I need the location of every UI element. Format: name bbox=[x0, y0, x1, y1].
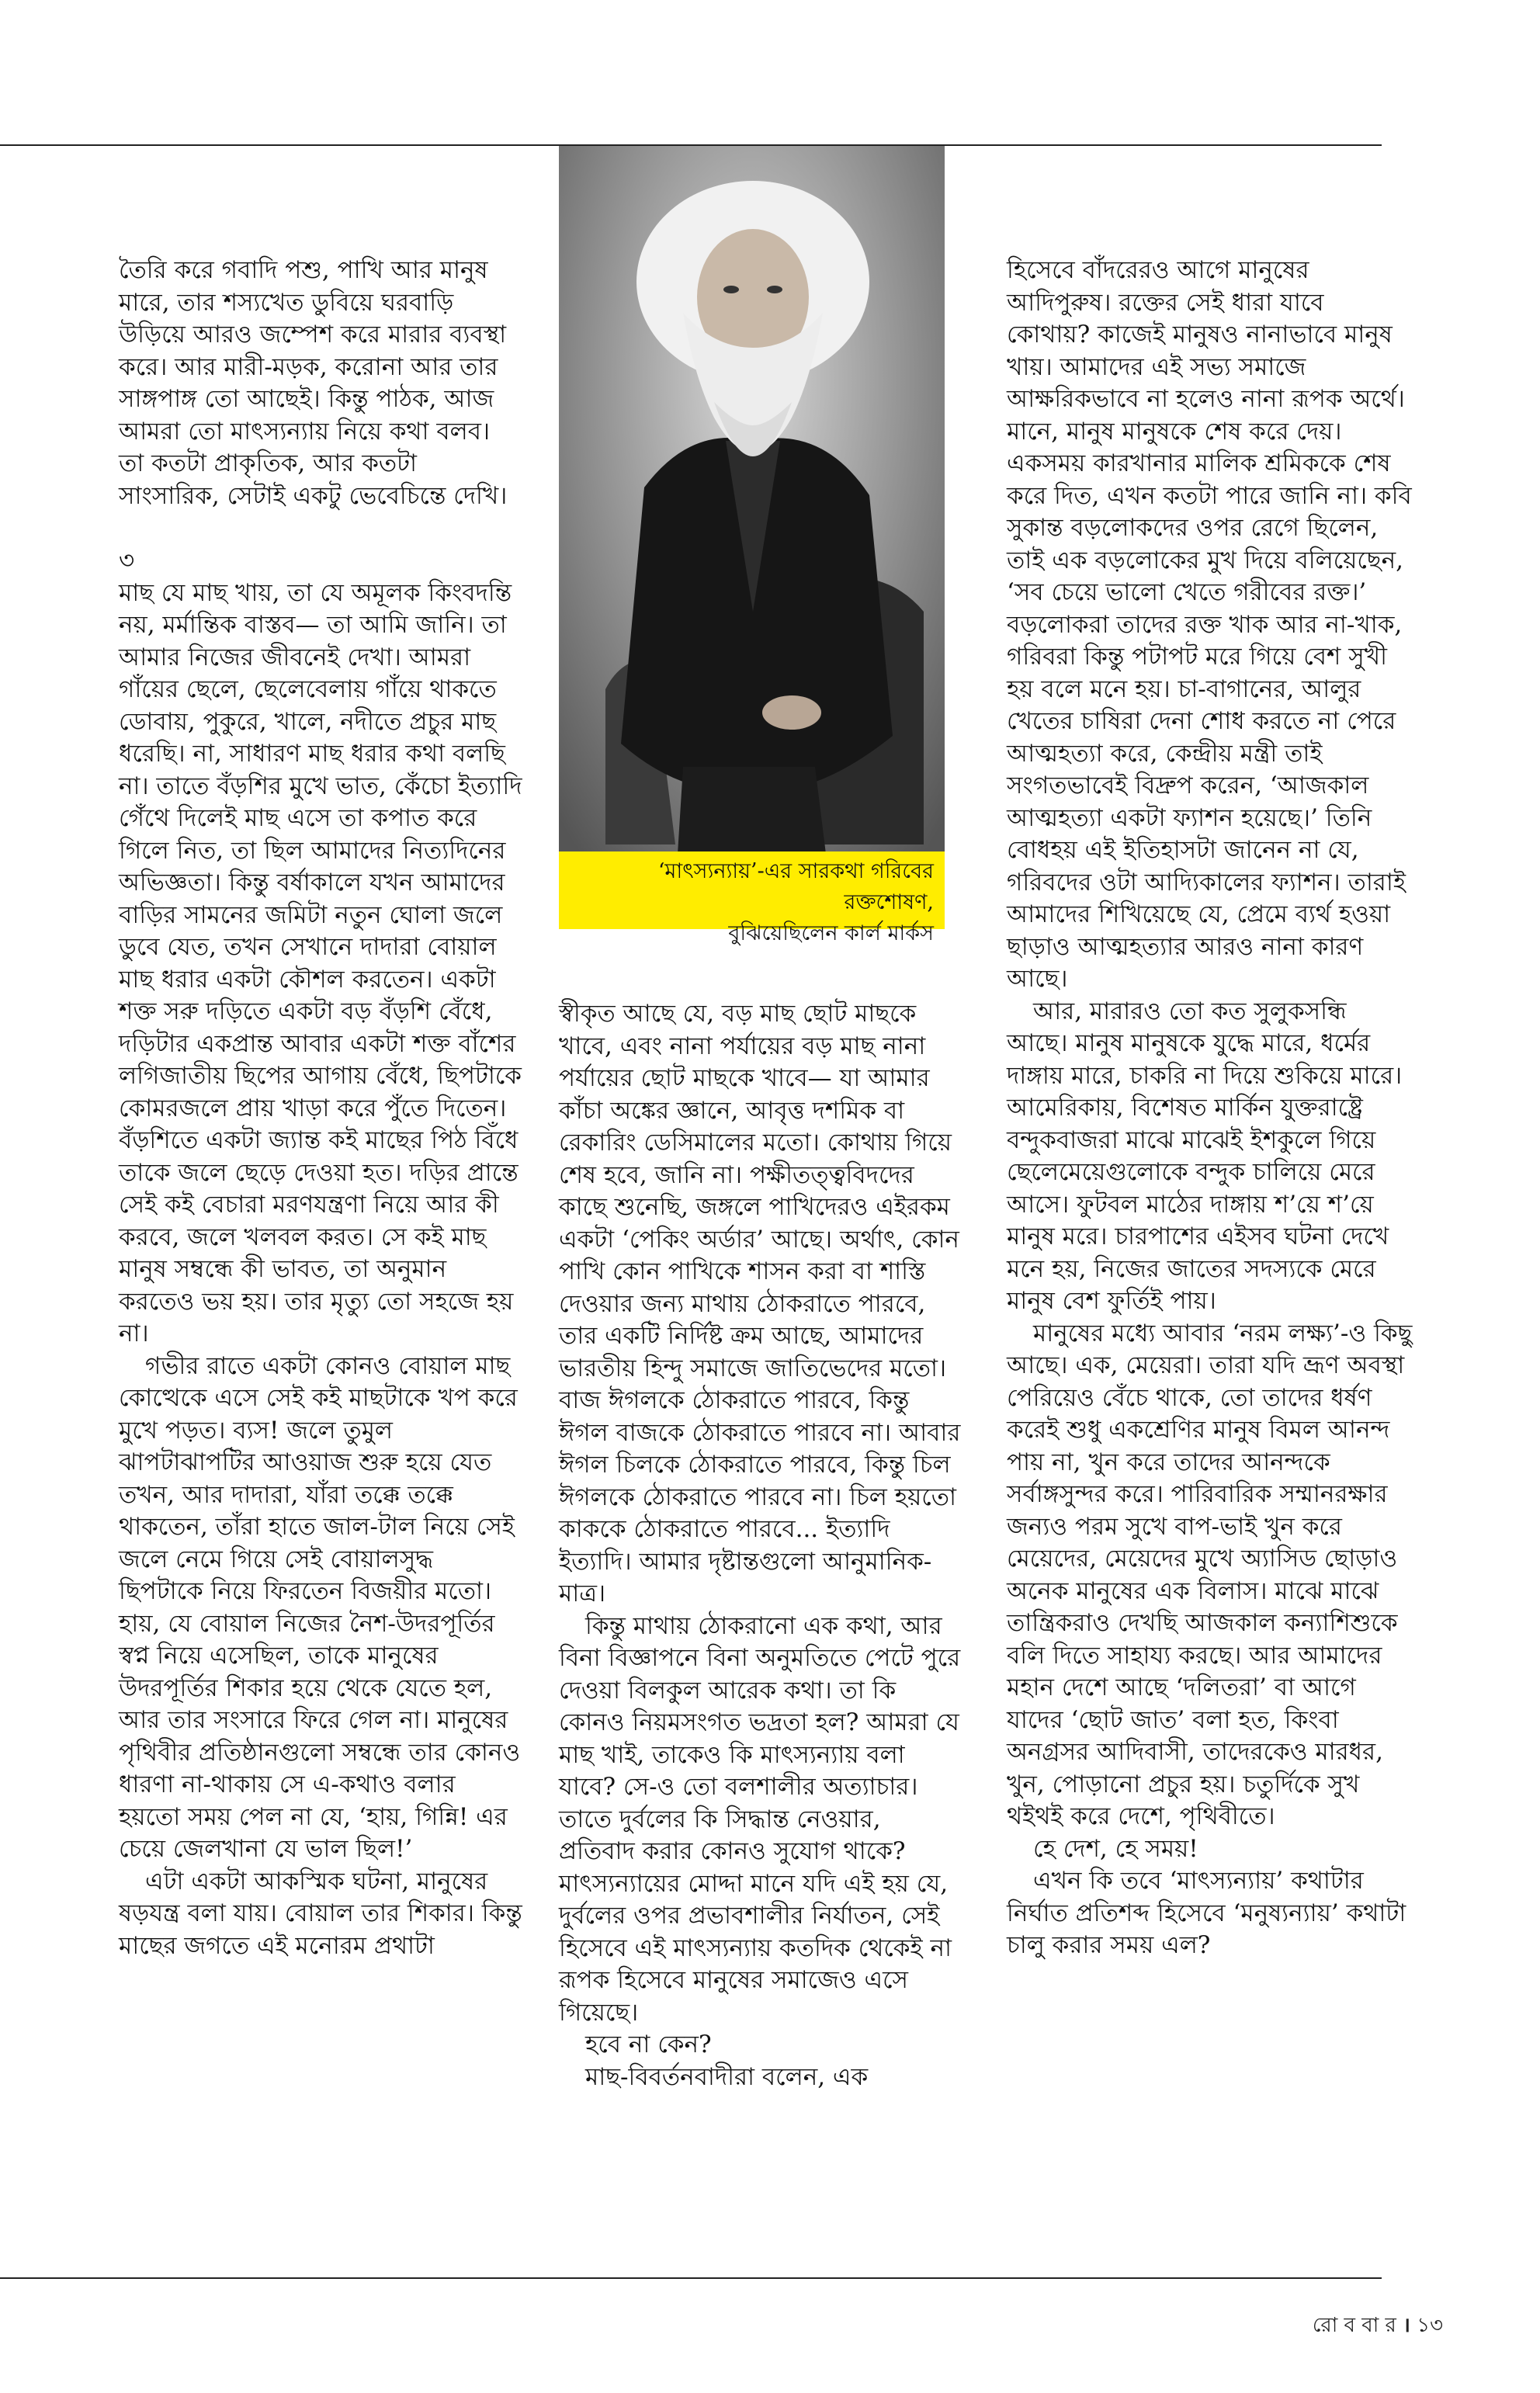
column-1 bbox=[119, 255, 522, 1962]
paragraph: তৈরি করে গবাদি পশু, পাখি আর মানুষ মারে, তার শস্যখেত ডুবিয়ে ঘরবাড়ি উড়িয়ে আরও জম্পেশ করে মারার ব্যবস্থা করে। আর মারী-মড়ক, করোনা আর তার সাঙ্গপাঙ্গ তো আছেই। কিন্তু পাঠক, আজ আমরা তো মাৎস্যন্যায় নিয়ে কথা বলব। তা কতটা প্রাকৃতিক, আর কতটা সাংসারিক, সেটাই একটু ভেবেচিন্তে দেখি। bbox=[119, 256, 508, 510]
paragraph: মাছ-বিবর্তনবাদীরা বলেন, এক bbox=[585, 2062, 869, 2091]
column-3 bbox=[1007, 255, 1414, 1962]
footer-separator: । bbox=[1403, 2314, 1410, 2337]
paragraph: হে দেশ, হে সময়! bbox=[1033, 1834, 1198, 1863]
paragraph: হিসেবে বাঁদরেরও আগে মানুষের আদিপুরুষ। রক্তের সেই ধারা যাবে কোথায়? কাজেই মানুষও নানাভাবে মানুষ খায়। আমাদের এই সভ্য সমাজে আক্ষরিকভাবে না হলেও নানা রূপক অর্থে। মানে, মানুষ মানুষকে শেষ করে দেয়। একসময় কারখানার মালিক শ্রমিককে শেষ করে দিত, এখন কতটা পারে জানি না। কবি সুকান্ত বড়লোকদের ওপর রেগে ছিলেন, তাই এক বড়লোকের মুখ দিয়ে বলিয়েছেন, ‘সব চেয়ে ভালো খেতে গরীবের রক্ত।’ বড়লোকরা তাদের রক্ত খাক আর না-খাক, গরিবরা কিন্তু পটাপট মরে গিয়ে বেশ সুখী হয় বলে মনে হয়। চা-বাগানের, আলুর খেতের চাষিরা দেনা শোধ করতে না পেরে আত্মহত্যা করে, কেন্দ্রীয় মন্ত্রী তাই সংগতভাবেই বিদ্রুপ করেন, ‘আজকাল আত্মহত্যা একটা ফ্যাশন হয়েছে।’ তিনি বোধহয় এই ইতিহাসটা জানেন না যে, গরিবদের ওটা আদ্যিকালের ফ্যাশন। তারাই আমাদের শিখিয়েছে যে, প্রেমে ব্যর্থ হওয়া ছাড়াও আত্মহত্যার আরও নানা কারণ আছে। bbox=[1007, 256, 1412, 993]
paragraph: মানুষের মধ্যে আবার ‘নরম লক্ষ্য’-ও কিছু আছে। এক, মেয়েরা। তারা যদি ভ্রূণ অবস্থা পেরিয়েও বেঁচে থাকে, তো তাদের ধর্ষণ করেই শুধু একশ্রেণির মানুষ বিমল আনন্দ পায় না, খুন করে তাদের আনন্দকে সর্বাঙ্গসুন্দর করে। পারিবারিক সম্মানরক্ষার জন্যও পরম সুখে বাপ-ভাই খুন করে মেয়েদের, মেয়েদের মুখে অ্যাসিড ছোড়াও অনেক মানুষের এক বিলাস। মাঝে মাঝে তান্ত্রিকরাও দেখছি আজকাল কন্যাশিশুকে বলি দিতে সাহায্য করছে। আর আমাদের মহান দেশে আছে ‘দলিতরা’ বা আগে যাদের ‘ছোট জাত’ বলা হত, কিংবা অনগ্রসর আদিবাসী, তাদেরকেও মারধর, খুন, পোড়ানো প্রচুর হয়। চতুর্দিকে সুখ থইথই করে দেশে, পৃথিবীতে। bbox=[1007, 1319, 1413, 1830]
karl-marx-portrait-image bbox=[559, 146, 945, 929]
paragraph: এখন কি তবে ‘মাৎস্যন্যায়’ কথাটার নির্ঘাত প্রতিশব্দ হিসেবে ‘মনুষ্যন্যায়’ কথাটা চালু করার সময় এল? bbox=[1007, 1867, 1406, 1959]
paragraph: স্বীকৃত আছে যে, বড় মাছ ছোট মাছকে খাবে, এবং নানা পর্যায়ের বড় মাছ নানা পর্যায়ের ছোট মাছকে খাবে— যা আমার কাঁচা অঙ্কের জ্ঞানে, আবৃত্ত দশমিক বা রেকারিং ডেসিমালের মতো। কোথায় গিয়ে শেষ হবে, জানি না। পক্ষীতত্ত্ববিদদের কাছে শুনেছি, জঙ্গলে পাখিদেরও এইরকম একটা ‘পেকিং অর্ডার’ আছে। অর্থাৎ, কোন পাখি কোন পাখিকে শাসন করা বা শাস্তি দেওয়ার জন্য মাথায় ঠোকরাতে পারবে, তার একটি নির্দিষ্ট ক্রম আছে, আমাদের ভারতীয় হিন্দু সমাজে জাতিভেদের মতো। বাজ ঈগলকে ঠোকরাতে পারবে, কিন্তু ঈগল বাজকে ঠোকরাতে পারবে না। আবার ঈগল চিলকে ঠোকরাতে পারবে, কিন্তু চিল ঈগলকে ঠোকরাতে পারবে না। চিল হয়তো কাককে ঠোকরাতে পারবে... ইত্যাদি ইত্যাদি। আমার দৃষ্টান্তগুলো আনুমানিক-মাত্র। bbox=[559, 1000, 961, 1607]
magazine-name: রো ব বা র bbox=[1312, 2314, 1396, 2337]
paragraph: গভীর রাতে একটা কোনও বোয়াল মাছ কোত্থেকে এসে সেই কই মাছটাকে খপ করে মুখে পড়ত। ব্যস! জলে তুমুল ঝাপটাঝাপটির আওয়াজ শুরু হয়ে যেত তখন, আর দাদারা, যাঁরা তক্কে তক্কে থাকতেন, তাঁরা হাতে জাল-টাল নিয়ে সেই জলে নেমে গিয়ে সেই বোয়ালসুদ্ধ ছিপটাকে নিয়ে ফিরতেন বিজয়ীর মতো। হায়, যে বোয়াল নিজের নৈশ-উদরপূর্তির স্বপ্ন নিয়ে এসেছিল, তাকে মানুষের উদরপূর্তির শিকার হয়ে থেকে যেতে হল, আর তার সংসারে ফিরে গেল না। মানুষের পৃথিবীর প্রতিষ্ঠানগুলো সম্বন্ধে তার কোনও ধারণা না-থাকায় সে এ-কথাও বলার হয়তো সময় পেল না যে, ‘হায়, গিন্নি! এর চেয়ে জেলখানা যে ভাল ছিল!’ bbox=[119, 1351, 521, 1863]
portrait-photo bbox=[559, 146, 945, 929]
paragraph: মাছ যে মাছ খায়, তা যে অমূলক কিংবদন্তি নয়, মর্মান্তিক বাস্তব— তা আমি জানি। তা আমার নিজের জীবনেই দেখা। আমরা গাঁয়ের ছেলে, ছেলেবেলায় গাঁয়ে থাকতে ডোবায়, পুকুরে, খালে, নদীতে প্রচুর মাছ ধরেছি। না, সাধারণ মাছ ধরার কথা বলছি না। তাতে বঁড়শির মুখে ভাত, কেঁচো ইত্যাদি গেঁথে দিলেই মাছ এসে তা কপাত করে গিলে নিত, তা ছিল আমাদের নিত্যদিনের অভিজ্ঞতা। কিন্তু বর্ষাকালে যখন আমাদের বাড়ির সামনের জমিটা নতুন ঘোলা জলে ডুবে যেত, তখন সেখানে দাদারা বোয়াল মাছ ধরার একটা কৌশল করতেন। একটা শক্ত সরু দড়িতে একটা বড় বঁড়শি বেঁধে, দড়িটার একপ্রান্ত আবার একটা শক্ত বাঁশের লগিজাতীয় ছিপের আগায় বেঁধে, ছিপটাকে কোমরজলে প্রায় খাড়া করে পুঁতে দিতেন। বঁড়শিতে একটা জ্যান্ত কই মাছের পিঠ বিঁধে তাকে জলে ছেড়ে দেওয়া হত। দড়ির প্রান্তে সেই কই বেচারা মরণযন্ত্রণা নিয়ে আর কী করবে, জলে খলবল করত। সে কই মাছ মানুষ সম্বন্ধে কী ভাবত, তা অনুমান করতেও ভয় হয়। তার মৃত্যু তো সহজে হয় না। bbox=[119, 578, 522, 1347]
page-footer bbox=[1313, 2309, 1443, 2343]
paragraph: হবে না কেন? bbox=[585, 2031, 712, 2058]
caption-line-2: বুঝিয়েছিলেন কার্ল মার্কস bbox=[728, 921, 934, 945]
photo-caption bbox=[559, 851, 945, 945]
paragraph: এটা একটা আকস্মিক ঘটনা, মানুষের ষড়যন্ত্র বলা যায়। বোয়াল তার শিকার। কিন্তু মাছের জগতে এই মনোরম প্রথাটা bbox=[119, 1867, 522, 1960]
bottom-rule bbox=[0, 2277, 1382, 2279]
page-number: ১৩ bbox=[1417, 2314, 1443, 2337]
caption-line-1: ‘মাৎস্যন্যায়’-এর সারকথা গরিবের রক্তশোষণ, bbox=[657, 859, 934, 914]
paragraph: ৩ bbox=[119, 546, 135, 574]
paragraph: আর, মারারও তো কত সুলুকসন্ধি আছে। মানুষ মানুষকে যুদ্ধে মারে, ধর্মের দাঙ্গায় মারে, চাকরি না দিয়ে শুকিয়ে মারে। আমেরিকায়, বিশেষত মার্কিন যুক্তরাষ্ট্রে বন্দুকবাজরা মাঝে মাঝেই ইশকুলে গিয়ে ছেলেমেয়েগুলোকে বন্দুক চালিয়ে মেরে আসে। ফুটবল মাঠের দাঙ্গায় শ’য়ে শ’য়ে মানুষ মরে। চারপাশের এইসব ঘটনা দেখে মনে হয়, নিজের জাতের সদস্যকে মেরে মানুষ বেশ ফুর্তিই পায়। bbox=[1007, 997, 1403, 1315]
column-2 bbox=[559, 998, 962, 2093]
paragraph: কিন্তু মাথায় ঠোকরানো এক কথা, আর বিনা বিজ্ঞাপনে বিনা অনুমতিতে পেটে পুরে দেওয়া বিলকুল আরেক কথা। তা কি কোনও নিয়মসংগত ভদ্রতা হল? আমরা যে মাছ খাই, তাকেও কি মাৎস্যন্যায় বলা যাবে? সে-ও তো বলশালীর অত্যাচার। তাতে দুর্বলের কি সিদ্ধান্ত নেওয়ার, প্রতিবাদ করার কোনও সুযোগ থাকে? মাৎস্যন্যায়ের মোদ্দা মানে যদি এই হয় যে, দুর্বলের ওপর প্রভাবশালীর নির্যাতন, সেই হিসেবে এই মাৎস্যন্যায় কতদিক থেকেই না রূপক হিসেবে মানুষের সমাজেও এসে গিয়েছে। bbox=[559, 1611, 961, 2027]
